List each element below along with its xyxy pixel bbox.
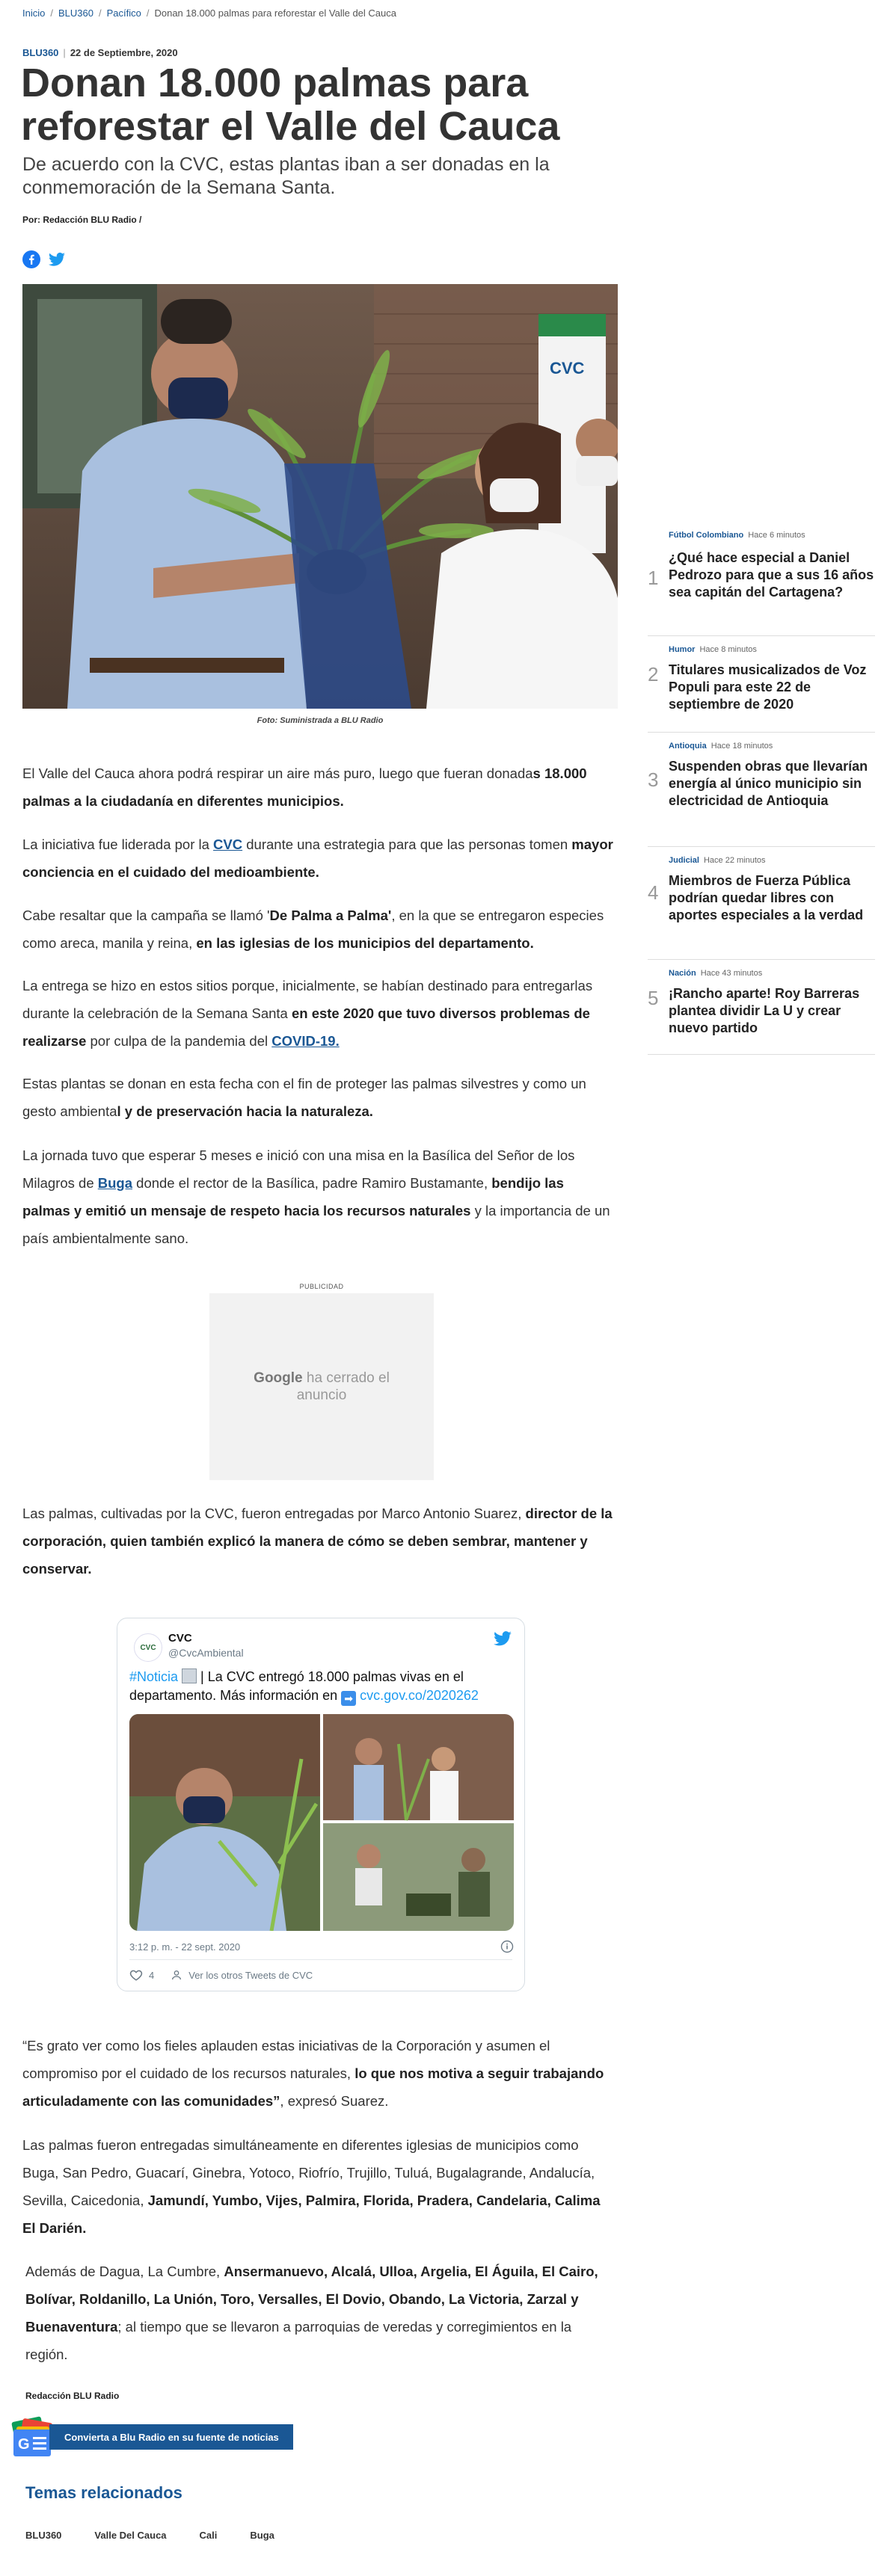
- tweet-divider: [129, 1959, 512, 1960]
- sidebar-item-headline[interactable]: ¡Rancho aparte! Roy Barreras plantea dividir La U y crear nuevo partido: [669, 986, 860, 1035]
- sidebar-item-headline[interactable]: Miembros de Fuerza Pública podrían quedar libres con aportes especiales a la verdad: [669, 873, 864, 922]
- sidebar-item[interactable]: [648, 856, 875, 960]
- arrow-right-icon: ➡: [341, 1691, 356, 1706]
- sidebar-item[interactable]: [648, 742, 875, 847]
- tweet-avatar[interactable]: CVC: [134, 1633, 162, 1662]
- paragraph-4: La entrega se hizo en estos sitios porque, inicialmente, se habían destinado para entregarlas durante la celebración de la Semana Santa en este 2020 que tuvo diversos problemas de realizarse por culpa de la pandemia del COVID-19.: [22, 978, 593, 1049]
- paragraph-8: “Es grato ver como los fieles aplauden estas iniciativas de la Corporación y asumen el compromiso por el cuidado de los recursos naturales, lo que nos motiva a seguir trabajando articuladamente con las comunidades”, expresó Suarez.: [22, 2038, 604, 2109]
- google-news-button[interactable]: Convierta a Blu Radio en su fuente de noticias: [49, 2424, 293, 2450]
- sidebar-latest-news: [648, 531, 875, 1055]
- section-link[interactable]: BLU360: [22, 47, 59, 58]
- breadcrumb-pacifico[interactable]: Pacífico: [106, 7, 141, 19]
- tag-link[interactable]: Valle Del Cauca: [94, 2530, 167, 2541]
- paragraph-6: La jornada tuvo que esperar 5 meses e inició con una misa en la Basílica del Señor de los Milagros de Buga donde el rector de la Basílica, padre Ramiro Bustamante, bendijo las palmas y emitió un mensaje de respeto hacia los recursos naturales y la importancia de un país ambientalmente sano.: [22, 1147, 610, 1246]
- sidebar-item[interactable]: [648, 969, 875, 1055]
- tag-link[interactable]: Cali: [199, 2530, 218, 2541]
- google-news-icon[interactable]: [9, 2416, 55, 2459]
- person-icon: [171, 1969, 182, 1981]
- tweet-link[interactable]: cvc.gov.co/2020262: [360, 1688, 479, 1703]
- breadcrumb-home[interactable]: Inicio: [22, 7, 46, 19]
- sidebar-item-time: Hace 8 minutos: [699, 645, 757, 654]
- tweet-hashtag[interactable]: #Noticia: [129, 1669, 179, 1684]
- article-signature: Redacción BLU Radio: [25, 2391, 120, 2401]
- paragraph-10: Además de Dagua, La Cumbre, Ansermanuevo, Alcalá, Ulloa, Argelia, El Águila, El Cairo, Bolívar, Roldanillo, La Unión, Toro, Versalles, El Dovio, Obando, La Victoria, Zarzal y Buenaventura; al tiempo que se llevaron a parroquias de veredas y corregimientos en la región.: [25, 2264, 598, 2362]
- breadcrumb-current: Donan 18.000 palmas para reforestar el Valle del Cauca: [154, 7, 396, 19]
- sidebar-item-category[interactable]: Judicial: [669, 856, 699, 865]
- sidebar-item-time: Hace 18 minutos: [711, 742, 773, 751]
- sidebar-item-time: Hace 6 minutos: [748, 531, 805, 540]
- ad-slot: Google ha cerrado el anuncio: [209, 1293, 434, 1480]
- facebook-share-icon[interactable]: [22, 250, 40, 268]
- sidebar-item-number: 4: [648, 881, 659, 904]
- sidebar-item-meta: [669, 856, 766, 865]
- tweet-author-name[interactable]: CVC: [168, 1632, 192, 1645]
- tweet-actions: [129, 1968, 313, 1982]
- related-tags: [25, 2530, 274, 2541]
- like-count: 4: [149, 1969, 155, 1981]
- buga-link[interactable]: Buga: [97, 1175, 133, 1191]
- paragraph-2: La iniciativa fue liderada por la CVC durante una estrategia para que las personas tomen mayor conciencia en el cuidado del medioambiente.: [22, 836, 613, 880]
- sidebar-item-category[interactable]: Nación: [669, 969, 696, 978]
- sidebar-item-time: Hace 43 minutos: [700, 969, 763, 978]
- sidebar-item-category[interactable]: Humor: [669, 645, 696, 654]
- sidebar-item-number: 1: [648, 567, 659, 589]
- tweet-author-handle[interactable]: @CvcAmbiental: [168, 1647, 244, 1659]
- svg-text:G: G: [18, 2436, 30, 2453]
- sidebar-item-headline[interactable]: Suspenden obras que llevarían energía al único municipio sin electricidad de Antioquia: [669, 759, 868, 808]
- sidebar-item-number: 5: [648, 987, 659, 1009]
- paragraph-3: Cabe resaltar que la campaña se llamó 'De Palma a Palma', en la que se entregaron especies como areca, manila y reina, en las iglesias de los municipios del departamento.: [22, 908, 604, 951]
- tweet-media-grid[interactable]: [129, 1714, 514, 1931]
- twitter-bird-icon[interactable]: [493, 1629, 512, 1648]
- covid-link[interactable]: COVID-19.: [271, 1033, 340, 1049]
- breadcrumb: Inicio / BLU360 / Pacífico / Donan 18.000 palmas para reforestar el Valle del Cauca: [22, 7, 396, 19]
- paragraph-7: Las palmas, cultivadas por la CVC, fueron entregadas por Marco Antonio Suarez, director de la corporación, quien también explicó la manera de cómo se deben sembrar, mantener y conservar.: [22, 1506, 613, 1577]
- paragraph-1: El Valle del Cauca ahora podrá respirar un aire más puro, luego que fueran donadas 18.000 palmas a la ciudadanía en diferentes municipios.: [22, 765, 587, 809]
- byline: Por: Redacción BLU Radio /: [22, 215, 142, 225]
- photo-caption: Foto: Suministrada a BLU Radio: [257, 716, 384, 725]
- newspaper-icon: [182, 1668, 197, 1683]
- sidebar-item-number: 3: [648, 768, 659, 791]
- related-topics-title: Temas relacionados: [25, 2483, 182, 2502]
- twitter-share-icon[interactable]: [48, 250, 66, 268]
- tweet-text: #Noticia | La CVC entregó 18.000 palmas vivas en el departamento. Más información en ➡ cvc.gov.co/2020262: [129, 1669, 479, 1704]
- sidebar-item-meta: [669, 645, 757, 654]
- tag-link[interactable]: Buga: [250, 2530, 274, 2541]
- sidebar-item-headline[interactable]: ¿Qué hace especial a Daniel Pedrozo para que a sus 16 años sea capitán del Cartagena?: [669, 550, 874, 600]
- ad-label: PUBLICIDAD: [299, 1283, 344, 1290]
- more-tweets-link[interactable]: Ver los otros Tweets de CVC: [188, 1969, 313, 1981]
- share-bar: [22, 250, 66, 268]
- article-meta: BLU360 | 22 de Septiembre, 2020: [22, 47, 178, 58]
- cvc-link[interactable]: CVC: [213, 836, 243, 852]
- sidebar-item-meta: [669, 742, 773, 751]
- sidebar-item-meta: [669, 531, 805, 540]
- sidebar-item-time: Hace 22 minutos: [703, 856, 766, 865]
- ad-brand: Google: [254, 1370, 303, 1386]
- sidebar-item[interactable]: [648, 645, 875, 733]
- sidebar-item-category[interactable]: Antioquia: [669, 742, 707, 751]
- tag-link[interactable]: BLU360: [25, 2530, 62, 2541]
- article-date: 22 de Septiembre, 2020: [70, 47, 178, 58]
- sidebar-item-category[interactable]: Fútbol Colombiano: [669, 531, 744, 540]
- hero-photo: [22, 284, 618, 709]
- page-title: Donan 18.000 palmas para reforestar el Valle del Cauca: [21, 61, 560, 149]
- sidebar-item-meta: [669, 969, 762, 978]
- tweet-timestamp[interactable]: 3:12 p. m. - 22 sept. 2020: [129, 1941, 241, 1953]
- sidebar-item-headline[interactable]: Titulares musicalizados de Voz Populi para este 22 de septiembre de 2020: [669, 662, 867, 712]
- heart-icon[interactable]: [129, 1968, 143, 1982]
- paragraph-5: Estas plantas se donan en esta fecha con el fin de proteger las palmas silvestres y como un gesto ambiental y de preservación hacia la naturaleza.: [22, 1076, 586, 1119]
- info-icon[interactable]: [500, 1940, 514, 1953]
- paragraph-9: Las palmas fueron entregadas simultáneamente en diferentes iglesias de municipios como Buga, San Pedro, Guacarí, Ginebra, Yotoco, Riofrío, Trujillo, Tuluá, Bugalagrande, Andalucía, Sevilla, Caicedonia, Jamundí, Yumbo, Vijes, Palmira, Florida, Pradera, Candelaria, Calima El Darién.: [22, 2137, 601, 2236]
- embedded-tweet[interactable]: [117, 1618, 525, 1991]
- sidebar-item-number: 2: [648, 663, 659, 685]
- breadcrumb-blu360[interactable]: BLU360: [58, 7, 93, 19]
- sidebar-item[interactable]: [648, 531, 875, 636]
- article-subtitle: De acuerdo con la CVC, estas plantas iban a ser donadas en la conmemoración de la Semana Santa.: [22, 154, 550, 198]
- svg-text:CVC: CVC: [550, 359, 585, 378]
